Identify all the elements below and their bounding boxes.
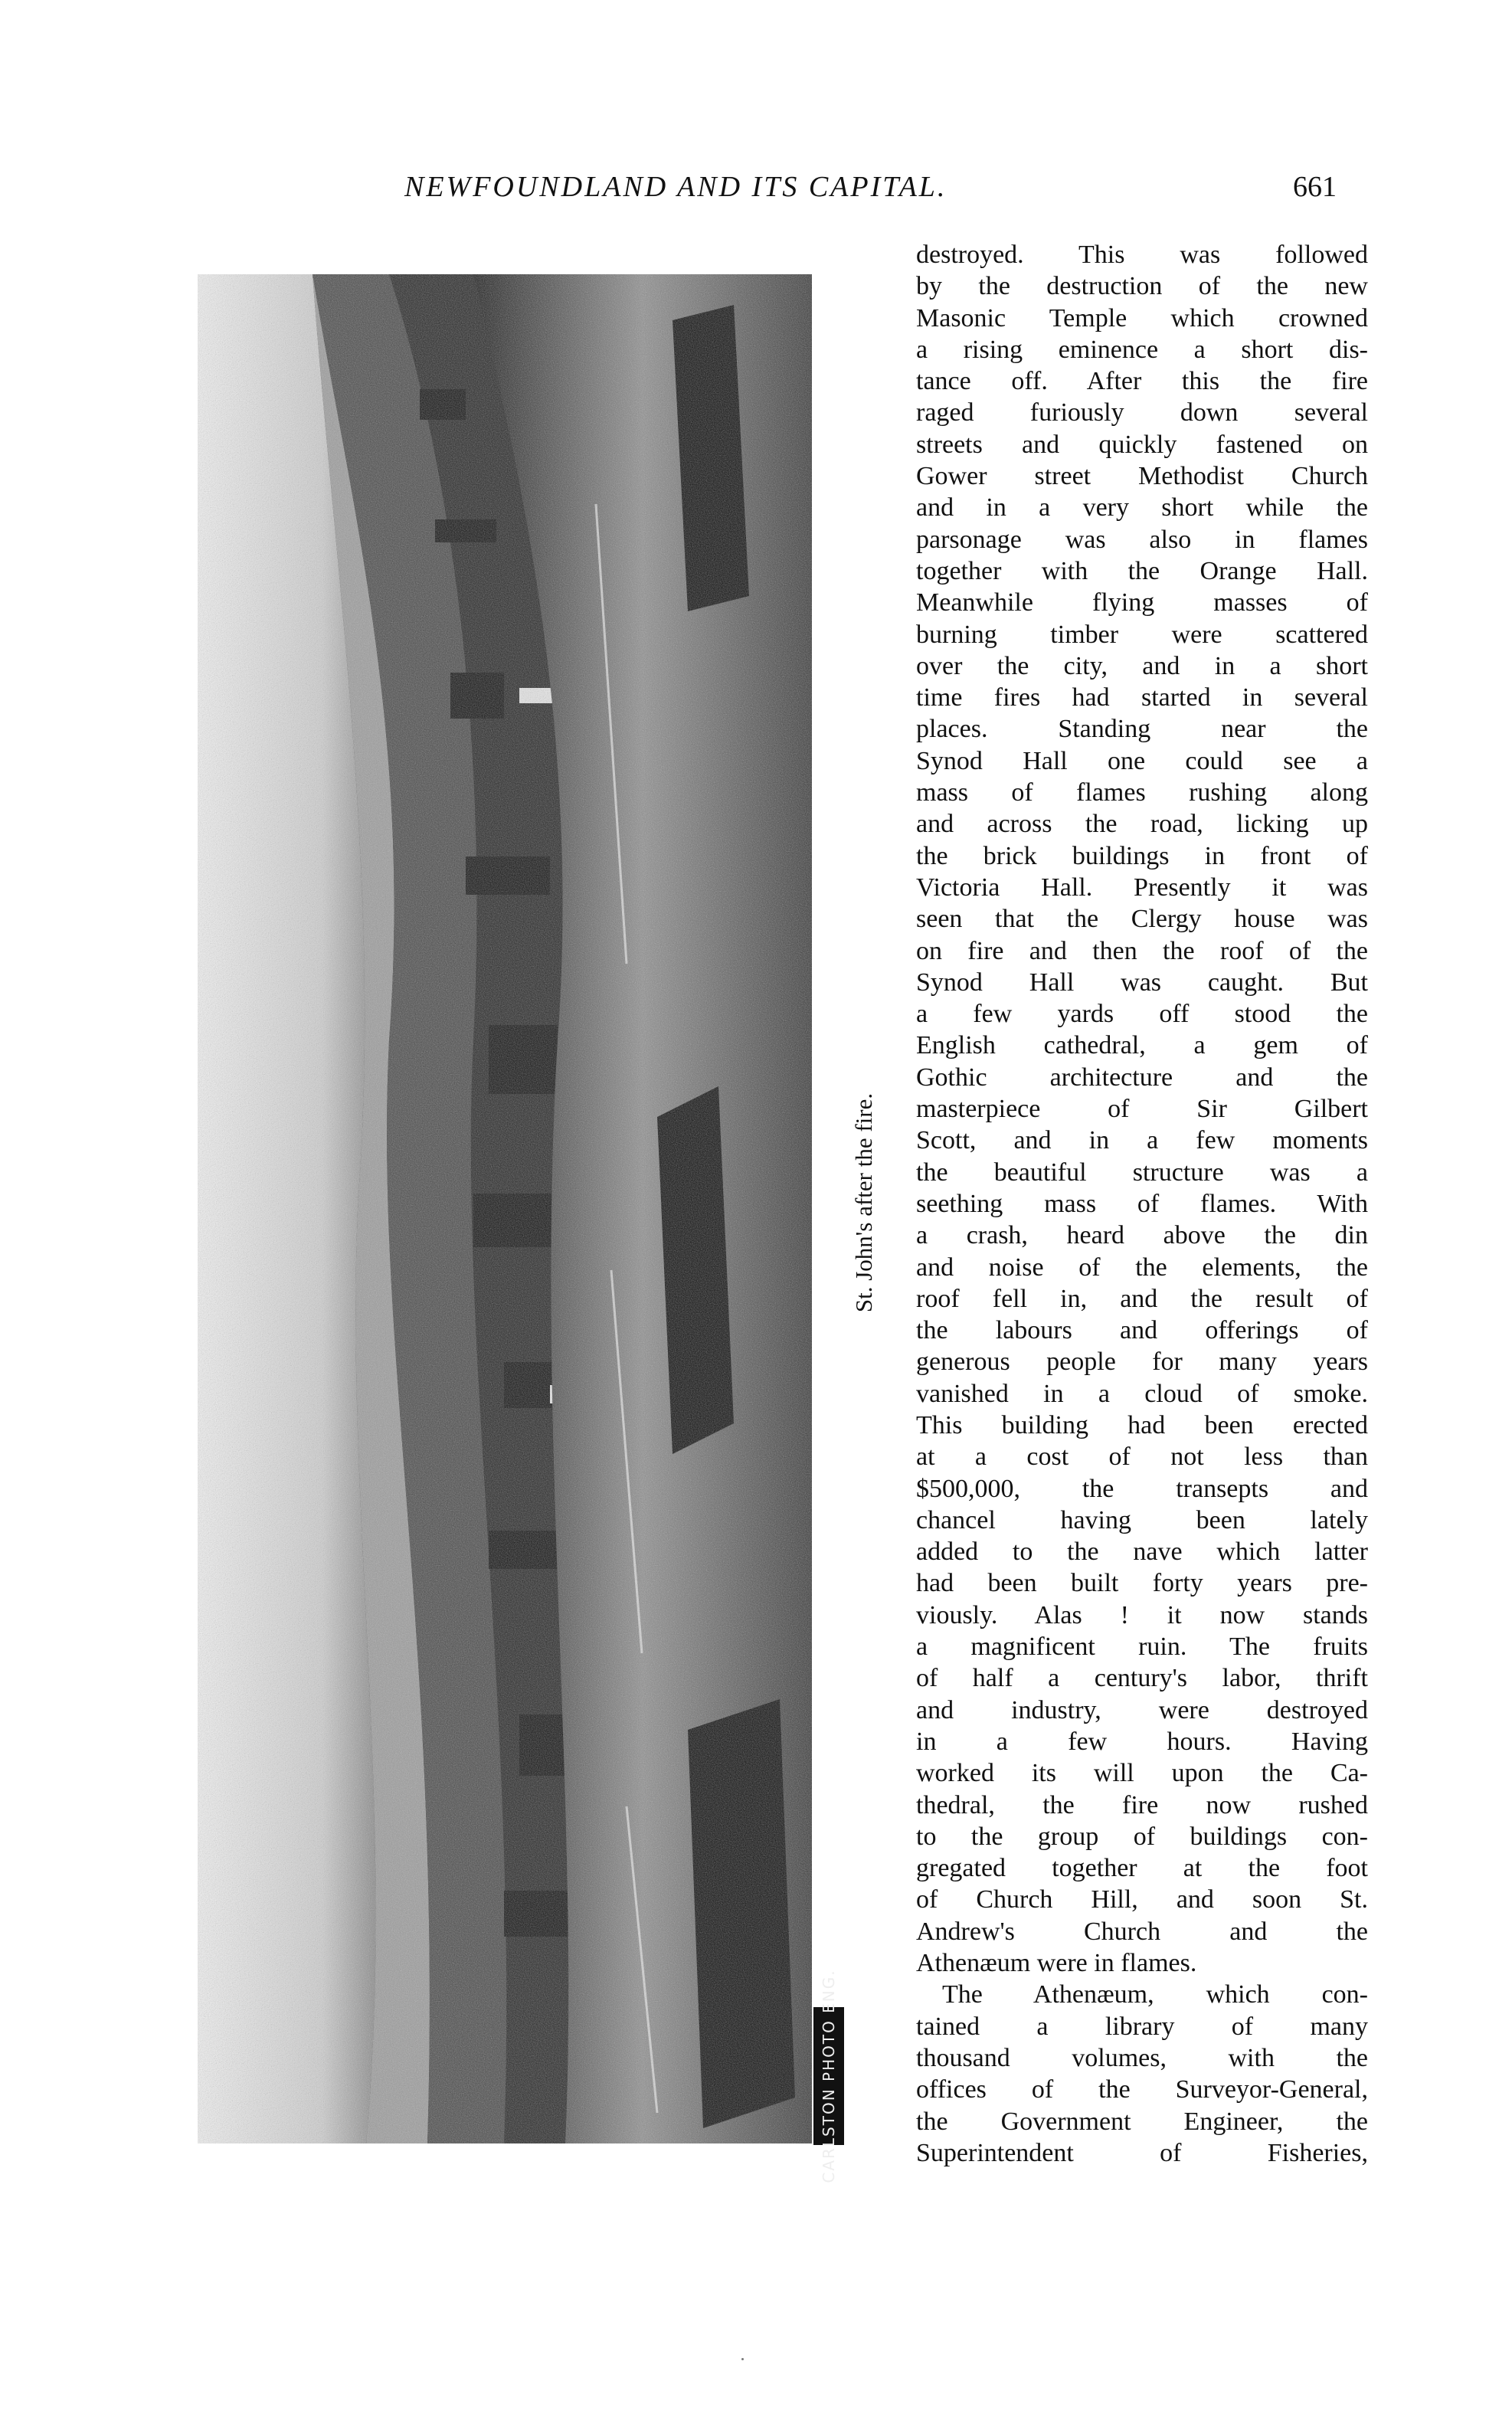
text-line: by the destruction of the new (916, 272, 1368, 301)
text-line: English cathedral, a gem of (916, 1031, 1368, 1060)
text-line: generous people for many years (916, 1348, 1368, 1377)
text-line: of Church Hill, and soon St. (916, 1885, 1368, 1914)
text-line: and noise of the elements, the (916, 1253, 1368, 1282)
text-line: viously. Alas ! it now stands (916, 1600, 1368, 1629)
text-line: offices of the Surveyor-General, (916, 2075, 1368, 2104)
text-line: vanished in a cloud of smoke. (916, 1379, 1368, 1408)
text-line: Meanwhile flying masses of (916, 588, 1368, 617)
text-line: together with the Orange Hall. (916, 556, 1368, 585)
text-line: had been built forty years pre- (916, 1569, 1368, 1598)
text-line: Gothic architecture and the (916, 1063, 1368, 1092)
text-line: the brick buildings in front of (916, 841, 1368, 870)
text-line: Masonic Temple which crowned (916, 303, 1368, 332)
halftone-photograph (198, 274, 812, 2143)
text-line: raged furiously down several (916, 398, 1368, 427)
figure-caption-text: St. John's after the fire. (850, 1092, 877, 1313)
text-line: chancel having been lately (916, 1505, 1368, 1534)
text-line: $500,000, the transepts and (916, 1474, 1368, 1503)
text-line: the labours and offerings of (916, 1316, 1368, 1345)
running-head-title: NEWFOUNDLAND AND ITS CAPITAL. (404, 171, 947, 203)
text-line: Superintendent of Fisheries, (916, 2138, 1368, 2167)
photo-credit-text: CARLSTON PHOTO ENG. (820, 1969, 838, 2183)
text-line: to the group of buildings con- (916, 1822, 1368, 1851)
text-line: in a few hours. Having (916, 1727, 1368, 1756)
text-line: Athenæum were in flames. (916, 1949, 1197, 1978)
text-line: the beautiful structure was a (916, 1158, 1368, 1187)
text-line: tance off. After this the fire (916, 367, 1368, 396)
text-line: a few yards off stood the (916, 1000, 1368, 1029)
text-line: and industry, were destroyed (916, 1695, 1368, 1724)
text-line: a magnificent ruin. The fruits (916, 1633, 1368, 1662)
photo-credit (813, 1969, 844, 2183)
page-number: 661 (1293, 171, 1337, 203)
text-line: time fires had started in several (916, 683, 1368, 712)
text-line: on fire and then the roof of the (916, 936, 1368, 965)
text-line: over the city, and in a short (916, 651, 1368, 680)
text-line: Andrew's Church and the (916, 1917, 1368, 1946)
text-line: Gower street Methodist Church (916, 462, 1368, 491)
body-text-column (916, 239, 1368, 2169)
text-line: Scott, and in a few moments (916, 1126, 1368, 1155)
text-line: seen that the Clergy house was (916, 905, 1368, 934)
text-line: masterpiece of Sir Gilbert (916, 1095, 1368, 1124)
text-line: places. Standing near the (916, 715, 1368, 744)
text-line: gregated together at the foot (916, 1854, 1368, 1883)
text-line: of half a century's labor, thrift (916, 1664, 1368, 1693)
text-line: seething mass of flames. With (916, 1189, 1368, 1218)
text-line: mass of flames rushing along (916, 778, 1368, 807)
text-line: worked its will upon the Ca- (916, 1759, 1368, 1788)
text-line: destroyed. This was followed (916, 241, 1368, 269)
stray-ink-dot (741, 2358, 744, 2360)
text-line: added to the nave which latter (916, 1538, 1368, 1567)
text-line: a crash, heard above the din (916, 1221, 1368, 1250)
text-line: burning timber were scattered (916, 620, 1368, 649)
text-line: the Government Engineer, the (916, 2107, 1368, 2136)
text-line: thousand volumes, with the (916, 2043, 1368, 2072)
text-line: The Athenæum, which con- (942, 1980, 1368, 2009)
text-line: and across the road, licking up (916, 810, 1368, 839)
text-line: Synod Hall one could see a (916, 746, 1368, 775)
text-line: parsonage was also in flames (916, 525, 1368, 554)
text-line: at a cost of not less than (916, 1443, 1368, 1472)
text-line: Victoria Hall. Presently it was (916, 873, 1368, 902)
text-line: This building had been erected (916, 1410, 1368, 1439)
text-line: roof fell in, and the result of (916, 1284, 1368, 1313)
text-line: and in a very short while the (916, 493, 1368, 522)
text-line: thedral, the fire now rushed (916, 1790, 1368, 1819)
text-line: tained a library of many (916, 2012, 1368, 2041)
text-line: a rising eminence a short dis- (916, 335, 1368, 364)
text-line: streets and quickly fastened on (916, 430, 1368, 459)
text-line: Synod Hall was caught. But (916, 968, 1368, 997)
